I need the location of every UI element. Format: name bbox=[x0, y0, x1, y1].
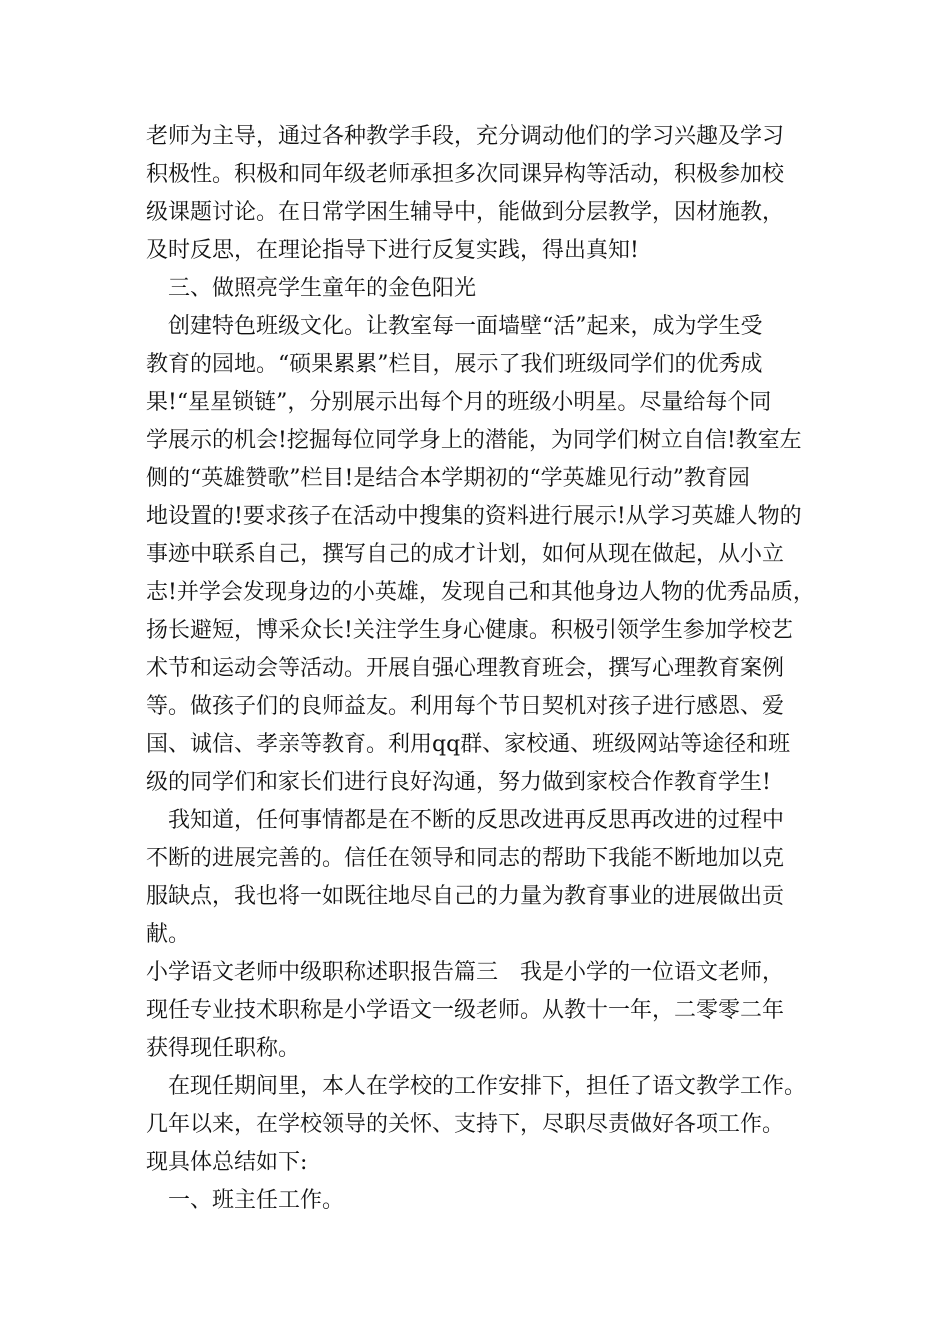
section-heading: 一、班主任工作。 bbox=[168, 1188, 345, 1213]
body-line: 在现任期间里，本人在学校的工作安排下，担任了语文教学工作。 bbox=[168, 1074, 807, 1099]
body-line: 志!并学会发现身边的小英雄，发现自己和其他身边人物的优秀品质， bbox=[146, 580, 815, 605]
body-line: 事迹中联系自己，撰写自己的成才计划，如何从现在做起，从小立 bbox=[146, 542, 785, 567]
body-line: 现任专业技术职称是小学语文一级老师。从教十一年，二零零二年 bbox=[146, 998, 785, 1023]
body-line: 侧的“英雄赞歌”栏目!是结合本学期初的“学英雄见行动”教育园 bbox=[146, 466, 750, 491]
body-line: 级课题讨论。在日常学困生辅导中，能做到分层教学，因材施教， bbox=[146, 200, 785, 225]
body-line: 学展示的机会!挖掘每位同学身上的潜能，为同学们树立自信!教室左 bbox=[146, 428, 802, 453]
body-line: 几年以来，在学校领导的关怀、支持下，尽职尽责做好各项工作。 bbox=[146, 1112, 785, 1137]
body-line: 术节和运动会等活动。开展自强心理教育班会，撰写心理教育案例 bbox=[146, 656, 785, 681]
body-line: 不断的进展完善的。信任在领导和同志的帮助下我能不断地加以克 bbox=[146, 846, 785, 871]
body-line: 果!“星星锁链”，分别展示出每个月的班级小明星。尽量给每个同 bbox=[146, 390, 772, 415]
section-heading: 三、做照亮学生童年的金色阳光 bbox=[168, 276, 477, 301]
body-line: 国、诚信、孝亲等教育。利用qq群、家校通、班级网站等途径和班 bbox=[146, 732, 791, 757]
body-line: 我知道，任何事情都是在不断的反思改进再反思再改进的过程中 bbox=[168, 808, 785, 833]
body-line: 扬长避短，博采众长!关注学生身心健康。积极引领学生参加学校艺 bbox=[146, 618, 793, 643]
body-line: 服缺点，我也将一如既往地尽自己的力量为教育事业的进展做出贡 bbox=[146, 884, 785, 909]
body-line: 获得现任职称。 bbox=[146, 1036, 301, 1061]
document-body bbox=[146, 118, 836, 1220]
body-line: 现具体总结如下: bbox=[146, 1150, 308, 1175]
body-line: 积极性。积极和同年级老师承担多次同课异构等活动，积极参加校 bbox=[146, 162, 785, 187]
body-line: 级的同学们和家长们进行良好沟通，努力做到家校合作教育学生! bbox=[146, 770, 771, 795]
body-line: 创建特色班级文化。让教室每一面墙壁“活”起来，成为学生受 bbox=[168, 314, 763, 339]
article-title-line: 小学语文老师中级职称述职报告篇三 我是小学的一位语文老师， bbox=[146, 960, 785, 985]
body-line: 老师为主导，通过各种教学手段，充分调动他们的学习兴趣及学习 bbox=[146, 124, 785, 149]
body-line: 地设置的!要求孩子在活动中搜集的资料进行展示!从学习英雄人物的 bbox=[146, 504, 802, 529]
body-line: 教育的园地。“硕果累累”栏目，展示了我们班级同学们的优秀成 bbox=[146, 352, 763, 377]
body-line: 及时反思，在理论指导下进行反复实践，得出真知! bbox=[146, 238, 639, 263]
body-line: 等。做孩子们的良师益友。利用每个节日契机对孩子进行感恩、爱 bbox=[146, 694, 785, 719]
body-line: 献。 bbox=[146, 922, 191, 947]
